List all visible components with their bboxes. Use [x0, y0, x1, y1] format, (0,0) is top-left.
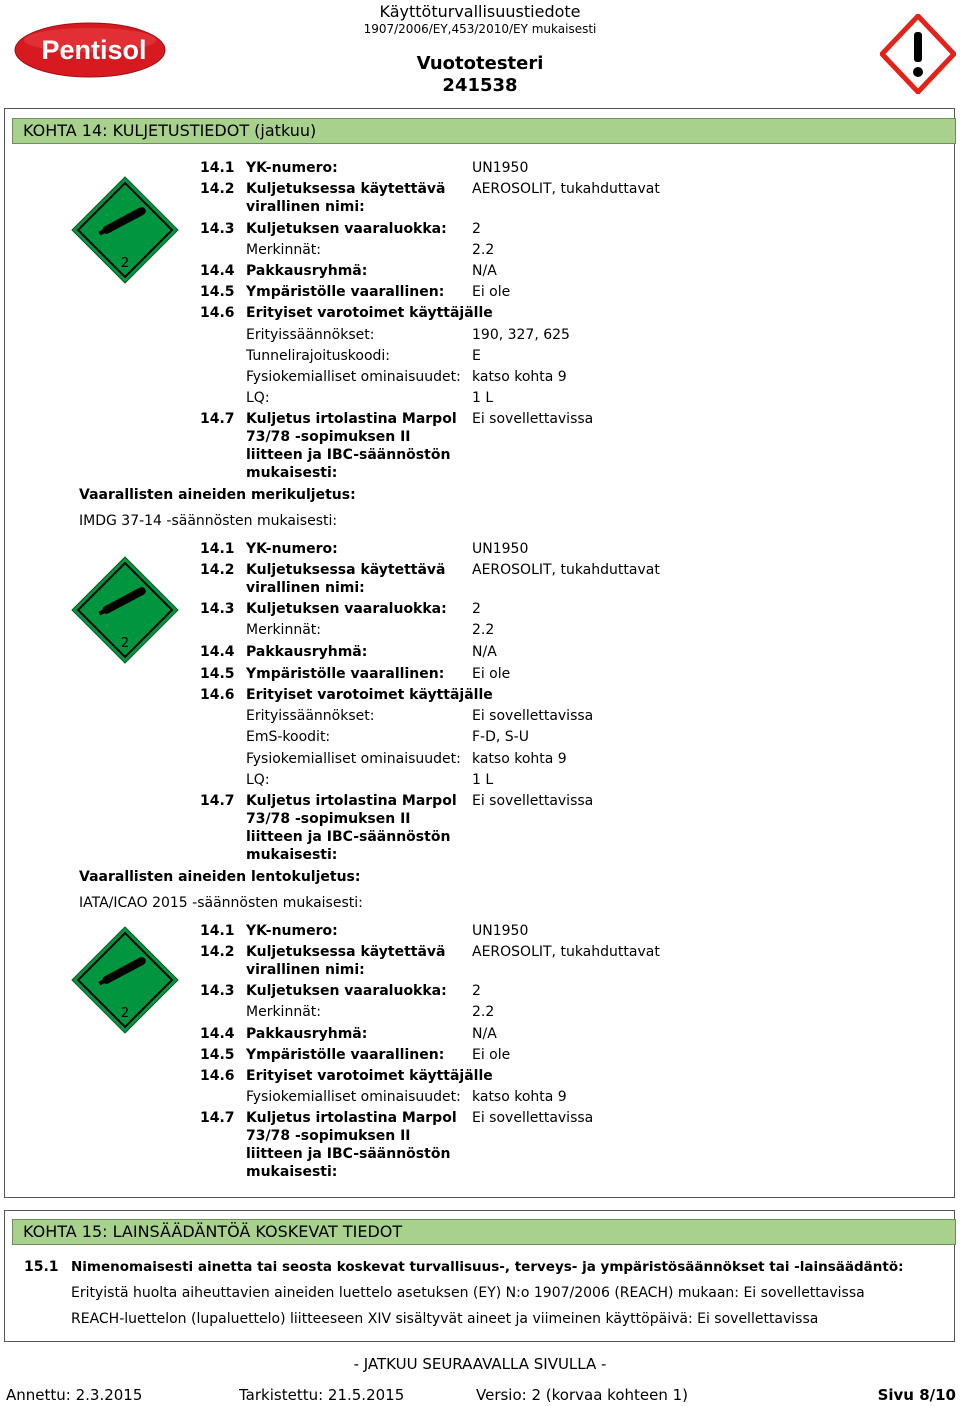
row-label: Ympäristölle vaarallinen:: [246, 666, 445, 682]
row-value: N/A: [472, 1026, 497, 1042]
row-num: 14.1: [200, 160, 235, 176]
row-value: Ei ole: [472, 1047, 511, 1063]
row-value: AEROSOLIT, tukahduttavat: [472, 562, 660, 578]
continues-note: - JATKUU SEURAAVALLA SIVULLA -: [353, 1355, 607, 1373]
row-label: Fysiokemialliset ominaisuudet:: [246, 751, 461, 767]
row-num: 14.3: [200, 221, 235, 237]
row-num: 14.2: [200, 181, 235, 197]
sea-heading: Vaarallisten aineiden merikuljetus:: [79, 487, 356, 503]
svg-text:2: 2: [120, 636, 130, 651]
row-label: Erityiset varotoimet käyttäjälle: [246, 305, 493, 321]
row-num: 14.5: [200, 666, 235, 682]
gas-cylinder-hazard-icon: [70, 175, 180, 285]
row-label: Pakkausryhmä:: [246, 1026, 368, 1042]
row-value: Ei sovellettavissa: [472, 793, 594, 809]
row-num: 14.1: [200, 541, 235, 557]
row-label: Tunnelirajoituskoodi:: [246, 348, 391, 364]
row-value: Ei sovellettavissa: [472, 411, 594, 427]
gas-cylinder-hazard-icon: [70, 925, 180, 1035]
row-label: Kuljetus irtolastina Marpol 73/78 -sopimuksen II liitteen ja IBC-säännöstön mukaisesti:: [246, 1110, 457, 1180]
row-label: Fysiokemialliset ominaisuudet:: [246, 1089, 461, 1105]
section-15-heading: Nimenomaisesti ainetta tai seosta koskevat turvallisuus-, terveys- ja ympäristösäännökset tai -lainsäädäntö:: [71, 1259, 904, 1275]
row-value: 2.2: [472, 1004, 495, 1020]
sea-subheading: IMDG 37-14 -säännösten mukaisesti:: [79, 513, 338, 529]
row-num: 14.4: [200, 1026, 235, 1042]
row-value: 2.2: [472, 242, 495, 258]
row-value: AEROSOLIT, tukahduttavat: [472, 944, 660, 960]
row-label: Merkinnät:: [246, 622, 321, 638]
row-label: Erityissäännökset:: [246, 708, 375, 724]
product-name: Vuototesteri: [416, 53, 544, 74]
row-value: 2: [472, 983, 481, 999]
row-num: 14.2: [200, 944, 235, 960]
row-label: Kuljetus irtolastina Marpol 73/78 -sopimuksen II liitteen ja IBC-säännöstön mukaisesti:: [246, 411, 457, 481]
row-value: 2: [472, 601, 481, 617]
row-num: 14.7: [200, 793, 235, 809]
row-label: YK-numero:: [246, 541, 338, 557]
row-value: katso kohta 9: [472, 369, 567, 385]
pentisol-logo: [14, 22, 166, 78]
row-label: Ympäristölle vaarallinen:: [246, 1047, 445, 1063]
row-value: AEROSOLIT, tukahduttavat: [472, 181, 660, 197]
page-number: Sivu 8/10: [877, 1386, 956, 1404]
row-label: LQ:: [246, 772, 270, 788]
row-num: 14.7: [200, 1110, 235, 1126]
row-label: Merkinnät:: [246, 1004, 321, 1020]
row-value: UN1950: [472, 923, 529, 939]
row-value: 190, 327, 625: [472, 327, 570, 343]
row-label: Kuljetus irtolastina Marpol 73/78 -sopimuksen II liitteen ja IBC-säännöstön mukaisesti:: [246, 793, 457, 863]
row-value: Ei ole: [472, 284, 511, 300]
row-value: Ei ole: [472, 666, 511, 682]
regulation-reference: 1907/2006/EY,453/2010/EY mukaisesti: [363, 22, 597, 36]
row-value: 1 L: [472, 772, 494, 788]
gas-cylinder-hazard-icon: [70, 555, 180, 665]
row-num: 14.3: [200, 601, 235, 617]
row-value: N/A: [472, 263, 497, 279]
row-value: N/A: [472, 644, 497, 660]
row-label: Pakkausryhmä:: [246, 644, 368, 660]
svg-text:Pentisol: Pentisol: [41, 35, 147, 65]
row-value: F-D, S-U: [472, 729, 529, 745]
row-num: 14.5: [200, 1047, 235, 1063]
row-value: E: [472, 348, 481, 364]
row-label: EmS-koodit:: [246, 729, 331, 745]
air-heading: Vaarallisten aineiden lentokuljetus:: [79, 869, 361, 885]
row-num: 14.2: [200, 562, 235, 578]
issued-date: Annettu: 2.3.2015: [6, 1386, 143, 1404]
svg-text:2: 2: [120, 256, 130, 271]
row-label: Erityiset varotoimet käyttäjälle: [246, 1068, 493, 1084]
row-value: 1 L: [472, 390, 494, 406]
row-value: UN1950: [472, 160, 529, 176]
row-value: 2.2: [472, 622, 495, 638]
document-title: Käyttöturvallisuustiedote: [379, 2, 581, 21]
row-label: Erityissäännökset:: [246, 327, 375, 343]
row-num: 14.6: [200, 305, 235, 321]
row-label: Kuljetuksen vaaraluokka:: [246, 983, 447, 999]
section-15-line: Erityistä huolta aiheuttavien aineiden luettelo asetuksen (EY) N:o 1907/2006 (REACH) mukaan: Ei sovellettavissa: [71, 1285, 865, 1301]
row-num: 14.6: [200, 1068, 235, 1084]
row-label: YK-numero:: [246, 160, 338, 176]
row-label: Ympäristölle vaarallinen:: [246, 284, 445, 300]
row-label: Kuljetuksessa käytettävä virallinen nimi:: [246, 562, 446, 596]
row-label: Pakkausryhmä:: [246, 263, 368, 279]
row-label: YK-numero:: [246, 923, 338, 939]
section-15-num: 15.1: [24, 1259, 59, 1275]
exclamation-warning-icon: [880, 14, 956, 94]
row-value: katso kohta 9: [472, 1089, 567, 1105]
section-15-line: REACH-luettelon (lupaluettelo) liitteeseen XIV sisältyvät aineet ja viimeinen käyttöpäivä: Ei sovellettavissa: [71, 1311, 819, 1327]
row-label: Kuljetuksessa käytettävä virallinen nimi:: [246, 181, 446, 215]
row-label: Fysiokemialliset ominaisuudet:: [246, 369, 461, 385]
row-value: Ei sovellettavissa: [472, 708, 594, 724]
row-label: Erityiset varotoimet käyttäjälle: [246, 687, 493, 703]
row-label: Kuljetuksen vaaraluokka:: [246, 601, 447, 617]
row-value: UN1950: [472, 541, 529, 557]
svg-text:2: 2: [120, 1006, 130, 1021]
row-value: Ei sovellettavissa: [472, 1110, 594, 1126]
row-num: 14.4: [200, 263, 235, 279]
row-num: 14.4: [200, 644, 235, 660]
product-code: 241538: [442, 75, 518, 96]
row-num: 14.6: [200, 687, 235, 703]
row-label: Merkinnät:: [246, 242, 321, 258]
air-subheading: IATA/ICAO 2015 -säännösten mukaisesti:: [79, 895, 363, 911]
row-num: 14.3: [200, 983, 235, 999]
section-14-title: KOHTA 14: KULJETUSTIEDOT (jatkuu): [12, 118, 956, 144]
version-info: Versio: 2 (korvaa kohteen 1): [476, 1386, 689, 1404]
section-15-title: KOHTA 15: LAINSÄÄDÄNTÖÄ KOSKEVAT TIEDOT: [12, 1219, 956, 1245]
row-label: LQ:: [246, 390, 270, 406]
row-label: Kuljetuksen vaaraluokka:: [246, 221, 447, 237]
row-num: 14.1: [200, 923, 235, 939]
row-num: 14.5: [200, 284, 235, 300]
row-num: 14.7: [200, 411, 235, 427]
row-value: 2: [472, 221, 481, 237]
reviewed-date: Tarkistettu: 21.5.2015: [239, 1386, 405, 1404]
row-label: Kuljetuksessa käytettävä virallinen nimi:: [246, 944, 446, 978]
row-value: katso kohta 9: [472, 751, 567, 767]
